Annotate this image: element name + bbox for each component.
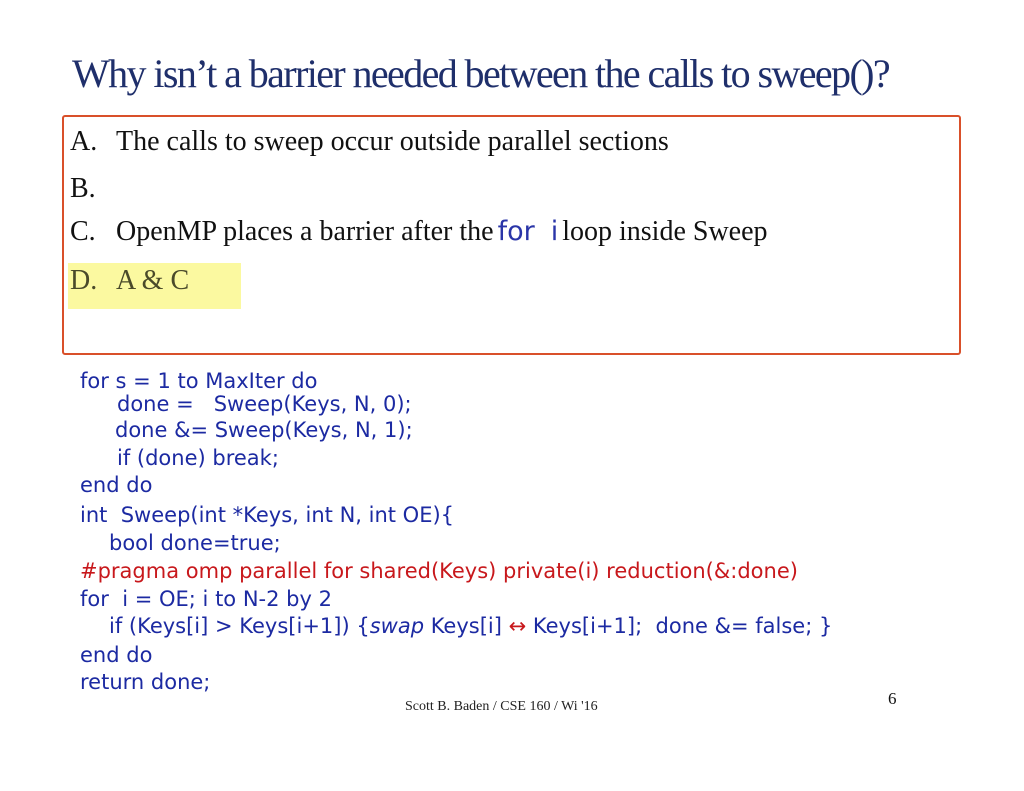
code-line-for-i: for i = OE; i to N-2 by 2	[80, 587, 332, 611]
code-line-swap-left: Keys[i]	[424, 614, 509, 638]
code-line-end-do: end do	[80, 473, 153, 497]
option-b-letter: B.	[70, 173, 96, 204]
code-line-swap-right: Keys[i+1]; done &= false; }	[526, 614, 833, 638]
code-line-break: if (done) break;	[117, 446, 279, 470]
option-d-letter: D.	[70, 265, 98, 296]
option-b	[70, 173, 116, 205]
code-line-bool-done: bool done=true;	[109, 531, 281, 555]
option-a-text: The calls to sweep occur outside parallel sections	[116, 126, 669, 157]
option-d-text: A & C	[116, 265, 190, 296]
code-line-return: return done;	[80, 670, 211, 694]
code-line-swap	[109, 616, 832, 637]
option-c-code-variable: i	[550, 216, 559, 247]
option-c-text-before: OpenMP places a barrier after the	[116, 216, 494, 247]
code-line-for-loop: for s = 1 to MaxIter do	[80, 369, 318, 393]
option-c-code	[498, 216, 559, 247]
code-swap-keyword: swap	[369, 614, 425, 638]
code-line-sweep-1: done &= Sweep(Keys, N, 1);	[115, 418, 413, 442]
slide-title: Why isn’t a barrier needed between the calls to sweep()?	[72, 51, 890, 96]
slide-footer: Scott B. Baden / CSE 160 / Wi '16	[405, 699, 598, 714]
option-c-code-keyword: for	[497, 216, 535, 247]
option-a-letter: A.	[70, 126, 98, 157]
page-number: 6	[888, 689, 897, 708]
swap-arrow-icon: ↔	[508, 614, 527, 638]
code-line-swap-condition: if (Keys[i] > Keys[i+1]) {	[109, 614, 370, 638]
code-line-sweep-signature: int Sweep(int *Keys, int N, int OE){	[80, 503, 455, 527]
code-line-pragma: #pragma omp parallel for shared(Keys) private(i) reduction(&:done)	[80, 559, 798, 583]
option-c-letter: C.	[70, 216, 96, 247]
option-c	[70, 216, 768, 248]
option-c-text-after: loop inside Sweep	[562, 216, 768, 247]
code-line-sweep-0: done = Sweep(Keys, N, 0);	[117, 392, 412, 416]
code-line-end-do-inner: end do	[80, 643, 153, 667]
option-d	[70, 265, 189, 297]
option-a	[70, 126, 669, 158]
